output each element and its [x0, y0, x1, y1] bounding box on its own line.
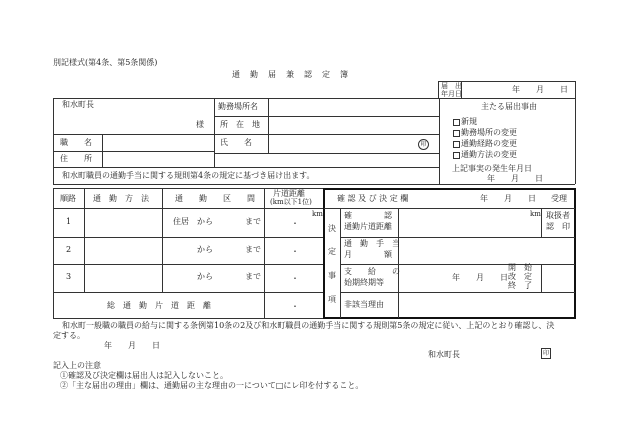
- row1-label-a: 確 認: [344, 211, 392, 220]
- route-row-number: 2: [66, 245, 72, 254]
- reason-workplace-change[interactable]: 勤務場所の変更: [453, 129, 517, 137]
- row3-date[interactable]: 年 月 日: [452, 273, 508, 282]
- form-title: 通 勤 届 兼 認 定 簿: [232, 70, 349, 79]
- side-label-1: 決: [328, 224, 336, 233]
- row2-label-b: 月 額: [344, 250, 392, 259]
- distance-dot: ・: [291, 247, 299, 256]
- distance-header: 片道距離: [273, 189, 305, 198]
- side-label-3: 事: [328, 271, 336, 280]
- distance-dot: ・: [291, 219, 299, 228]
- distance-unit: km: [312, 210, 323, 218]
- declaration-text: 和水町職員の通勤手当に関する規則第4条の規定に基づき届け出ます。: [62, 171, 315, 180]
- method-header: 通 勤 方 法: [93, 194, 149, 203]
- accepted-label: 受理: [551, 194, 567, 203]
- note-item: ②「主な届出の理由」欄は、通勤届の主な理由の一について□にレ印を付すること。: [60, 381, 364, 390]
- submit-date-value[interactable]: 年 月 日: [512, 85, 568, 94]
- address-label: 住 所: [60, 154, 92, 163]
- workplace-label: 勤務場所名: [218, 102, 258, 111]
- location-label: 所 在 地: [220, 120, 260, 129]
- row1-unit: km: [530, 210, 541, 218]
- row2-label-a: 通 勤 手 当: [344, 239, 400, 248]
- official-seal-icon: 印: [542, 350, 549, 357]
- route-to: まで: [245, 217, 261, 226]
- note-item: ①確認及び決定欄は届出人は記入しないこと。: [60, 371, 228, 380]
- notes-title: 記入上の注意: [53, 361, 101, 370]
- reason-route-change[interactable]: 通勤経路の変更: [453, 140, 517, 148]
- row3-end: 終 了: [508, 281, 532, 290]
- row3-start: 開 始: [508, 263, 532, 272]
- route-from: から: [197, 245, 213, 254]
- side-label-2: 定: [328, 247, 336, 256]
- name-label: 氏 名: [220, 138, 252, 147]
- confirm-header: 確 認 及 び 決 定 欄: [337, 194, 409, 203]
- occurrence-label: 上記事実の発生年月日: [452, 164, 532, 173]
- annex-label: 別記様式(第4条、第5条関係): [53, 58, 158, 67]
- row3-change: 改 定: [508, 272, 532, 281]
- route-from: から: [197, 272, 213, 281]
- applicant-seal-icon: 印: [418, 139, 429, 150]
- position-label: 職 名: [60, 138, 92, 147]
- row1-label-b: 通勤片道距離: [344, 222, 392, 231]
- total-distance-dot: ・: [291, 302, 299, 311]
- checkbox-icon: [453, 119, 460, 126]
- certification-date[interactable]: 年 月 日: [104, 341, 160, 350]
- sama-label: 様: [196, 120, 204, 129]
- checkbox-icon: [453, 141, 460, 148]
- route-from: から: [197, 217, 213, 226]
- row3-label-a: 支 給 の: [344, 267, 400, 276]
- reason-method-change[interactable]: 通勤方法の変更: [453, 151, 517, 159]
- route-row-number: 3: [66, 272, 72, 281]
- confirm-date[interactable]: 年 月 日: [480, 194, 536, 203]
- handler-label-b: 認 印: [546, 222, 570, 231]
- town-head-label: 和水町長: [62, 100, 94, 109]
- handler-label-a: 取扱者: [546, 211, 570, 220]
- route-to: まで: [245, 272, 261, 281]
- checkbox-icon: [453, 152, 460, 159]
- section-header: 通 勤 区 間: [175, 194, 255, 203]
- reason-new[interactable]: 新規: [453, 118, 477, 126]
- checkbox-icon: [453, 130, 460, 137]
- route-row-number: 1: [66, 217, 72, 226]
- occurrence-date[interactable]: 年 月 日: [487, 174, 543, 183]
- side-label-4: 項: [328, 295, 336, 304]
- route-to: まで: [245, 245, 261, 254]
- certification-text: 和水町一般職の職員の給与に関する条例第10条の2及び和水町職員の通勤手当に関する規則第5条の規定に従い、上記のとおり確認し、決: [62, 321, 555, 330]
- reason-title: 主たる届出事由: [481, 102, 537, 111]
- order-header: 順路: [60, 194, 76, 203]
- route-from-prefix: 住居: [173, 217, 189, 226]
- submit-date-label: 届 出 年月日: [441, 82, 462, 98]
- distance-dot: ・: [291, 274, 299, 283]
- distance-note: (km以下1位): [270, 198, 312, 206]
- row4-label: 非該当理由: [344, 300, 384, 309]
- total-distance-label: 総 通 勤 片 道 距 離: [107, 301, 211, 310]
- certification-head: 和水町長: [428, 350, 460, 359]
- row3-label-b: 始期終期等: [344, 278, 384, 287]
- certification-text-2: 定する。: [53, 331, 85, 340]
